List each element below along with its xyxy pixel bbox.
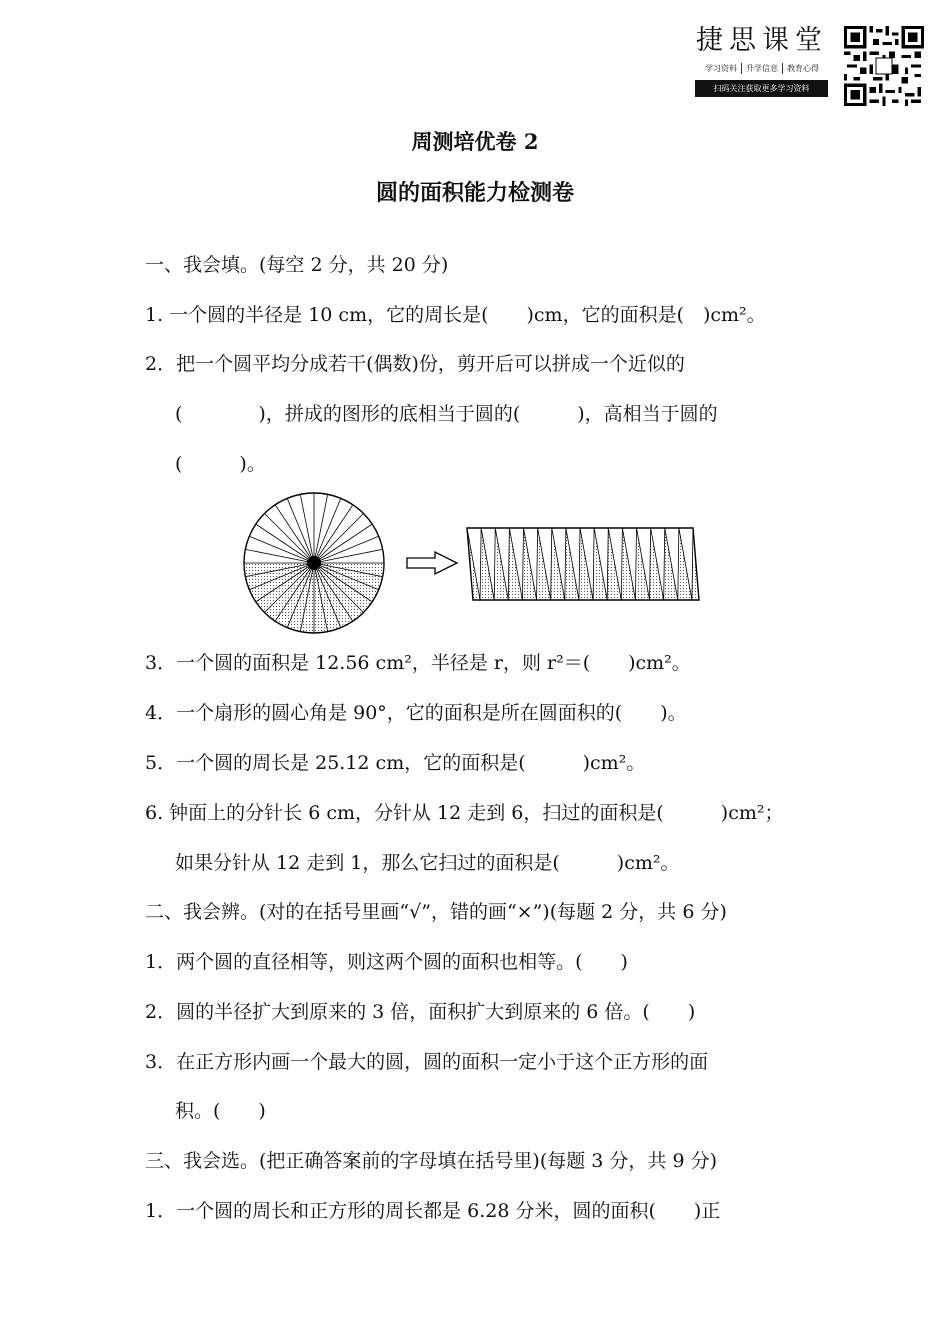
section-heading: 一、我会填。(每空 2 分，共 20 分) [145,254,449,276]
question-text: 如果分针从 12 走到 1，那么它扫过的面积是( )cm²。 [175,852,680,874]
question-text: 3．一个圆的面积是 12.56 cm²，半径是 r，则 r²＝( )cm²。 [145,652,691,674]
brand-tag: 教育心得 [782,63,823,74]
circle-rearrangement-figure [235,488,715,636]
question-text: 1．一个圆的周长和正方形的周长都是 6.28 分米，圆的面积( )正 [145,1200,721,1222]
parallelogram-diagram [467,528,699,600]
question-text: 3．在正方形内画一个最大的圆，圆的面积一定小于这个正方形的面 [145,1051,709,1073]
question-text: 6. 钟面上的分针长 6 cm，分针从 12 走到 6，扫过的面积是( )cm²； [145,802,784,824]
brand-name: 捷思课堂 [696,25,828,56]
paper-subtitle: 圆的面积能力检测卷 [375,180,574,206]
question-text: 1．两个圆的直径相等，则这两个圆的面积也相等。( ) [145,951,628,973]
brand-logo [692,24,832,97]
question-text: 5．一个圆的周长是 25.12 cm，它的面积是( )cm²。 [145,752,646,774]
brand-tags [692,63,832,74]
question-text: ( )，拼成的图形的底相当于圆的( )，高相当于圆的 [175,403,718,425]
question-text: 4．一个扇形的圆心角是 90°，它的面积是所在圆面积的( )。 [145,702,687,724]
section-heading: 三、我会选。(把正确答案前的字母填在括号里)(每题 3 分，共 9 分) [145,1150,717,1172]
brand-tag: 学习资料 [705,64,737,73]
arrow-icon [407,552,457,574]
scan-caption: 扫码关注获取更多学习资料 [695,80,828,97]
paper-title: 周测培优卷 2 [411,129,539,154]
question-text: 2．圆的半径扩大到原来的 3 倍，面积扩大到原来的 6 倍。( ) [145,1001,696,1023]
question-text: 积。( ) [175,1100,266,1122]
brand-tag: 升学信息 [741,63,782,74]
question-text: 1. 一个圆的半径是 10 cm，它的周长是( )cm，它的面积是( )cm²。 [145,304,766,326]
section-heading: 二、我会辨。(对的在括号里画“√”，错的画“×”)(每题 2 分，共 6 分) [145,901,727,923]
question-text: 2．把一个圆平均分成若干(偶数)份，剪开后可以拼成一个近似的 [145,353,685,375]
question-text: ( )。 [175,453,266,475]
circle-diagram [244,493,384,633]
qr-code-icon [844,26,924,106]
